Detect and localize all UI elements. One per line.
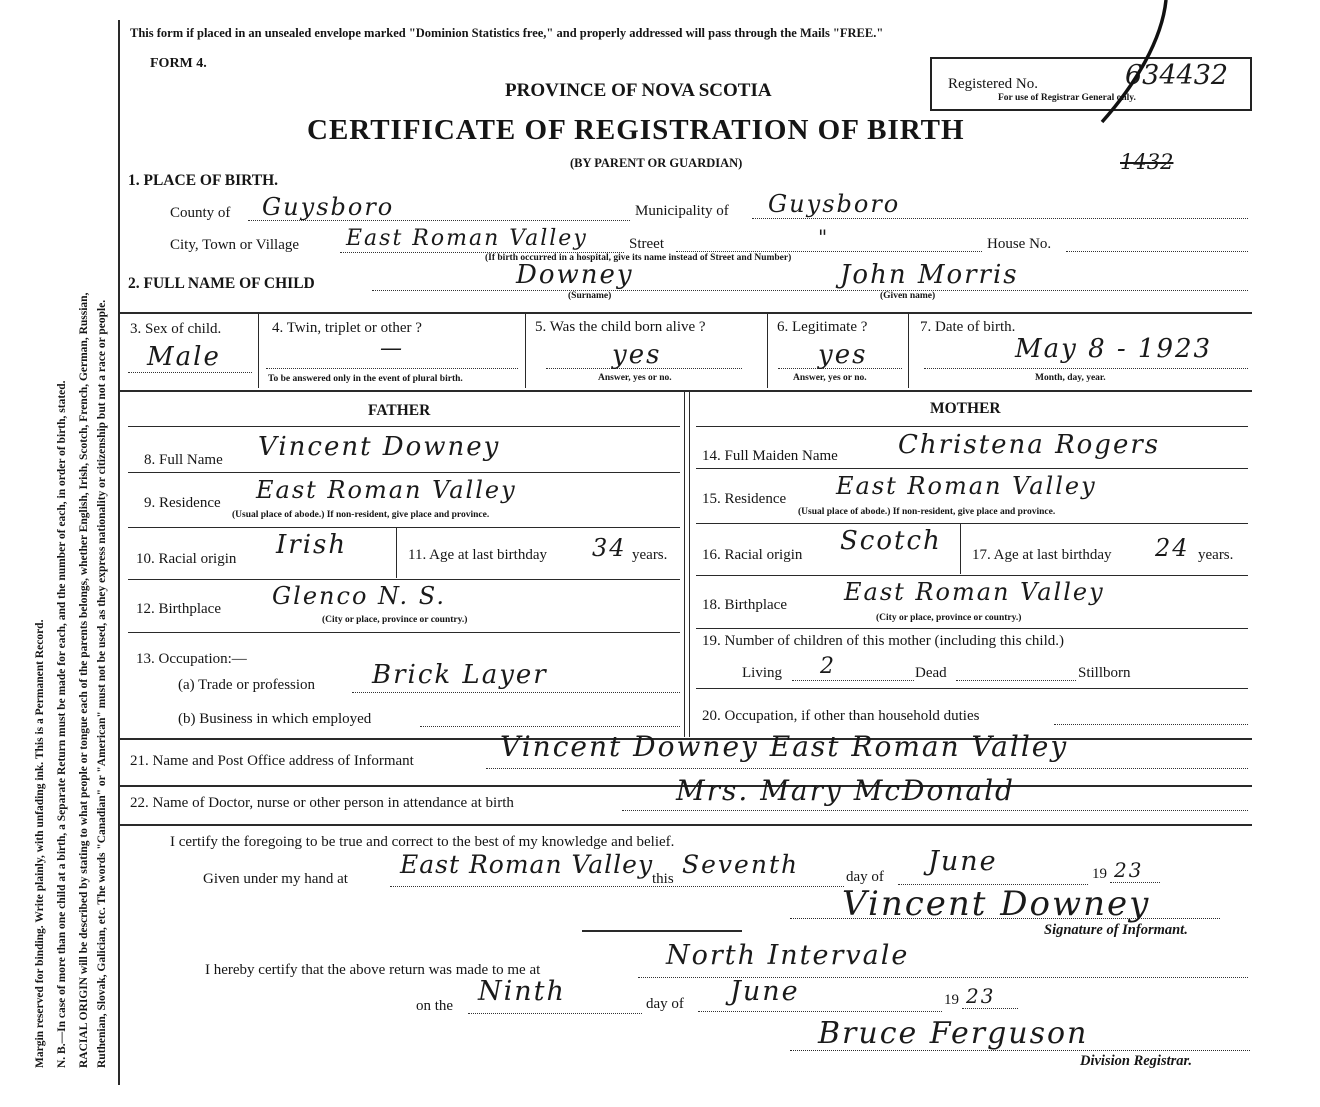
place-of-birth-heading: 1. PLACE OF BIRTH. (128, 172, 279, 189)
given-day-of: day of (846, 869, 884, 885)
street-label: Street (629, 236, 664, 252)
twin-label: 4. Twin, triplet or other ? (272, 320, 422, 336)
stillborn-label: Stillborn (1078, 665, 1131, 681)
mother-age: 24 (1155, 534, 1190, 562)
hospital-note: (If birth occurred in a hospital, give its name instead of Street and Number) (485, 253, 792, 263)
mother-name-label: 14. Full Maiden Name (702, 448, 838, 464)
certificate-subtitle: (BY PARENT OR GUARDIAN) (570, 156, 743, 170)
informant-value: Vincent Downey East Roman Valley (500, 730, 1069, 763)
registrar-note: For use of Registrar General only. (998, 93, 1136, 103)
separator-rule (582, 930, 742, 932)
legitimate-value: yes (818, 340, 868, 370)
child-surname: Downey (516, 260, 634, 290)
informant-signature: Vincent Downey (842, 884, 1151, 924)
margin-rule (118, 20, 120, 1085)
legitimate-note: Answer, yes or no. (793, 373, 867, 383)
dob-value: May 8 - 1923 (1015, 334, 1213, 364)
registrar-statement: I hereby certify that the above return was made to me at (205, 962, 541, 978)
living-value: 2 (820, 654, 836, 679)
sex-value: Male (147, 342, 221, 372)
mother-residence-label: 15. Residence (702, 491, 787, 507)
mother-residence-note: (Usual place of abode.) If non-resident, give place and province. (798, 507, 1056, 517)
father-business-label: (b) Business in which employed (178, 711, 372, 727)
father-race: Irish (276, 530, 348, 560)
certify-statement: I certify the foregoing to be true and correct to the best of my knowledge and belief. (170, 834, 675, 850)
house-number-label: House No. (987, 236, 1052, 252)
certificate-title: CERTIFICATE OF REGISTRATION OF BIRTH (307, 114, 965, 146)
mother-birthplace-note: (City or place, province or country.) (876, 613, 1022, 623)
father-birthplace-note: (City or place, province or country.) (322, 615, 468, 625)
registrar-signature-label: Division Registrar. (1080, 1053, 1192, 1069)
twin-note: To be answered only in the event of plural birth. (268, 374, 463, 384)
registrar-year-prefix: 19 (944, 992, 959, 1008)
registrar-month: June (730, 976, 800, 1007)
mother-children-label: 19. Number of children of this mother (including this child.) (702, 633, 1065, 649)
dob-note: Month, day, year. (1035, 373, 1106, 383)
this-label: this (652, 871, 674, 887)
registered-label: Registered No. (948, 76, 1038, 92)
municipality-value: Guysboro (768, 190, 901, 218)
crossed-number: 1432 (1120, 150, 1174, 174)
father-age-label: 11. Age at last birthday (408, 547, 547, 563)
father-trade-label: (a) Trade or profession (178, 677, 316, 693)
surname-note: (Surname) (568, 291, 612, 301)
margin-line-3: RACIAL ORIGIN will be described by stating to what people or tongue each of the parents belongs, whether English, Irish, Scotch, French, German, Russian, (78, 292, 90, 1068)
registrar-day: Ninth (478, 976, 566, 1007)
sex-label: 3. Sex of child. (130, 321, 222, 337)
margin-line-4: Ruthenian, Slovak, Galician, etc. The words "Canadian" or "American" must not be used, as they express nationality or citizenship but not a race or people. (96, 299, 108, 1068)
alive-note: Answer, yes or no. (598, 373, 672, 383)
dead-label: Dead (915, 665, 947, 681)
twin-value: — (380, 336, 404, 361)
alive-value: yes (612, 340, 662, 370)
given-month: June (928, 846, 998, 877)
registered-number: 634432 (1125, 60, 1229, 91)
margin-instructions (0, 0, 118, 1107)
given-name-note: (Given name) (880, 291, 936, 301)
mother-occupation-label: 20. Occupation, if other than household duties (702, 708, 980, 724)
doctor-label: 22. Name of Doctor, nurse or other person in attendance at birth (130, 795, 514, 811)
mother-birthplace-label: 18. Birthplace (702, 597, 787, 613)
mother-name: Christena Rogers (898, 430, 1161, 460)
margin-line-2: N. B.—In case of more than one child at a birth, a Separate Return must be made for each, and the number of each, in order of birth, stated. (56, 380, 68, 1068)
mother-heading: MOTHER (930, 400, 1001, 417)
father-race-label: 10. Racial origin (136, 551, 237, 567)
county-label: County of (170, 205, 231, 221)
mother-birthplace: East Roman Valley (844, 578, 1105, 606)
father-age: 34 (592, 534, 627, 562)
father-occupation-label: 13. Occupation:— (136, 651, 247, 667)
dob-label: 7. Date of birth. (920, 319, 1016, 335)
given-year: 23 (1114, 858, 1144, 882)
given-year-prefix: 19 (1092, 866, 1107, 882)
mother-age-label: 17. Age at last birthday (972, 547, 1112, 563)
province-heading: PROVINCE OF NOVA SCOTIA (505, 80, 772, 101)
registrar-day-of: day of (646, 996, 684, 1012)
father-birthplace-label: 12. Birthplace (136, 601, 221, 617)
father-name: Vincent Downey (258, 432, 501, 462)
county-value: Guysboro (262, 193, 395, 221)
legitimate-label: 6. Legitimate ? (777, 319, 868, 335)
father-trade: Brick Layer (372, 660, 548, 690)
informant-label: 21. Name and Post Office address of Informant (130, 753, 414, 769)
on-the-label: on the (416, 998, 454, 1014)
mother-race-label: 16. Racial origin (702, 547, 803, 563)
given-place: East Roman Valley (400, 850, 654, 879)
child-name-label: 2. FULL NAME OF CHILD (128, 275, 315, 292)
father-years: years. (632, 547, 668, 563)
registrar-signature: Bruce Ferguson (818, 1016, 1089, 1051)
mail-notice: This form if placed in an unsealed envelope marked "Dominion Statistics free," and properly addressed will pass through the Mails "FREE." (130, 26, 884, 40)
father-birthplace: Glenco N. S. (272, 582, 446, 610)
mother-years: years. (1198, 547, 1234, 563)
given-day: Seventh (682, 850, 800, 879)
living-label: Living (742, 665, 782, 681)
doctor-value: Mrs. Mary McDonald (676, 774, 1015, 807)
father-residence: East Roman Valley (256, 476, 517, 504)
given-under-label: Given under my hand at (203, 871, 348, 887)
child-given-name: John Morris (840, 260, 1019, 290)
father-heading: FATHER (368, 402, 431, 419)
father-name-label: 8. Full Name (144, 452, 223, 468)
mother-residence: East Roman Valley (836, 472, 1097, 500)
registrar-year: 23 (966, 984, 996, 1008)
pen-stroke (1090, 0, 1170, 125)
registrar-place: North Intervale (666, 940, 910, 971)
city-label: City, Town or Village (170, 237, 300, 253)
street-value: " (818, 225, 830, 249)
alive-label: 5. Was the child born alive ? (535, 319, 706, 335)
mother-race: Scotch (840, 526, 942, 556)
informant-signature-label: Signature of Informant. (1044, 922, 1188, 938)
form-number: FORM 4. (150, 56, 207, 71)
margin-line-1: Margin reserved for binding. Write plainly, with unfading ink. This is a Permanent Record. (34, 619, 46, 1068)
father-residence-note: (Usual place of abode.) If non-resident, give place and province. (232, 510, 490, 520)
municipality-label: Municipality of (635, 203, 729, 219)
city-value: East Roman Valley (346, 226, 588, 251)
father-residence-label: 9. Residence (144, 495, 221, 511)
